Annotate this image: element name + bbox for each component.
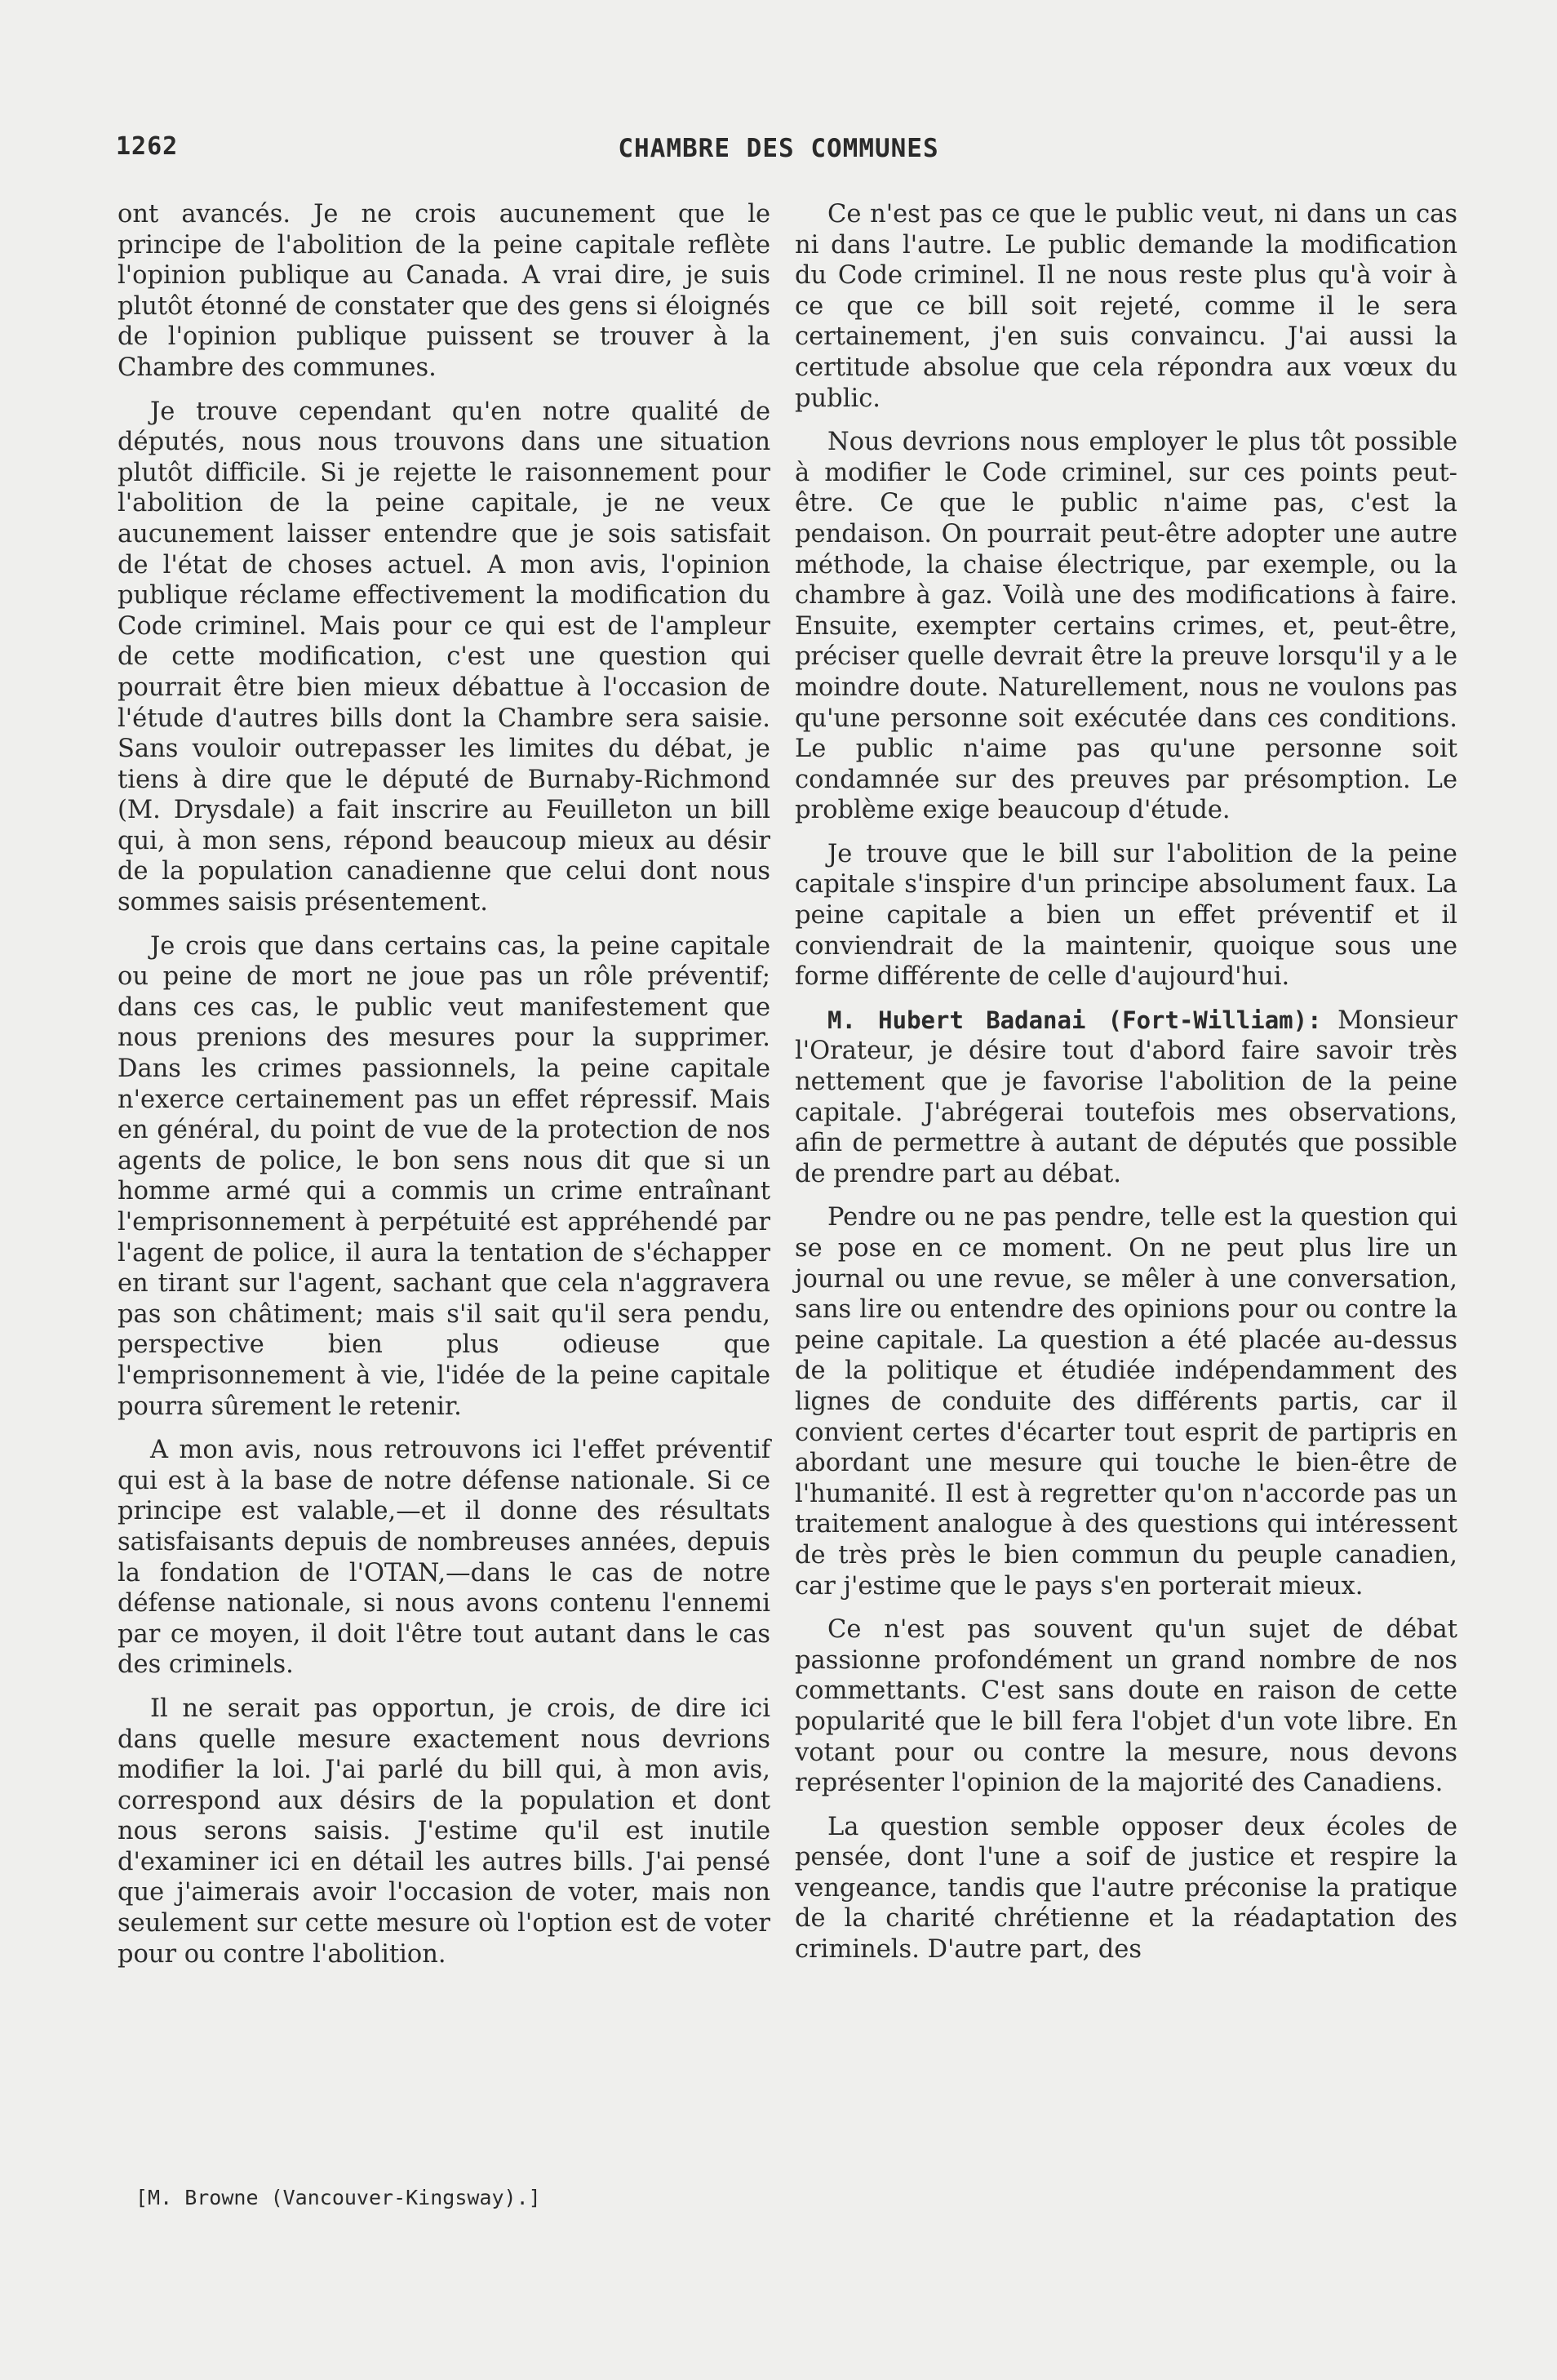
paragraph: Ce n'est pas ce que le public veut, ni dans un cas ni dans l'autre. Le public demande la modification du Code criminel. Il ne nous reste plus qu'à voir à ce que ce bill soit rejeté, comme il le sera certainement, j'en suis convaincu. J'ai aussi la certitude absolue que cela répondra aux vœux du public.: [795, 200, 1457, 413]
paragraph: Je crois que dans certains cas, la peine capitale ou peine de mort ne joue pas un rôle préventif; dans ces cas, le public veut manifestement que nous prenions des mesures pour la supprimer. Dans les crimes passionnels, la peine capitale n'exerce certainement pas un effet répressif. Mais en général, du point de vue de la protection de nos agents de police, le bon sens nous dit que si un homme armé qui a commis un crime entraînant l'emprisonnement à perpétuité est appréhendé par l'agent de police, il aura la tentation de s'échapper en tirant sur l'agent, sachant que cela n'aggravera pas son châtiment; mais s'il sait qu'il sera pendu, perspective bien plus odieuse que l'emprisonnement à vie, l'idée de la peine capitale pourra sûrement le retenir.: [118, 931, 770, 1421]
page-title: CHAMBRE DES COMMUNES: [618, 134, 939, 163]
page-header: [116, 132, 1441, 173]
speaker-name: M. Hubert Badanai (Fort-William):: [827, 1006, 1322, 1034]
paragraph: Je trouve que le bill sur l'abolition de la peine capitale s'inspire d'un principe absolument faux. La peine capitale a bien un effet préventif et il conviendrait de la maintenir, quoique sous une forme différente de celle d'aujourd'hui.: [795, 839, 1457, 992]
page-number: 1262: [116, 132, 179, 161]
paragraph: ont avancés. Je ne crois aucunement que le principe de l'abolition de la peine capitale reflète l'opinion publique au Canada. A vrai dire, je suis plutôt étonné de constater que des gens si éloignés de l'opinion publique puissent se trouver à la Chambre des communes.: [118, 200, 770, 382]
speaker-text: Monsieur l'Orateur, je désire tout d'abord faire savoir très nettement que je favorise l'abolition de la peine capitale. J'abrégerai toutefois mes observations, afin de permettre à autant de députés que possible de prendre part au débat.: [795, 1006, 1457, 1188]
speaker-footer-note: [M. Browne (Vancouver-Kingsway).]: [135, 2186, 541, 2209]
paragraph: Je trouve cependant qu'en notre qualité de députés, nous nous trouvons dans une situation plutôt difficile. Si je rejette le raisonnement pour l'abolition de la peine capitale, je ne veux aucunement laisser entendre que je sois satisfait de l'état de choses actuel. A mon avis, l'opinion publique réclame effectivement la modification du Code criminel. Mais pour ce qui est de l'ampleur de cette modification, c'est une question qui pourrait être bien mieux débattue à l'occasion de l'étude d'autres bills dont la Chambre sera saisie. Sans vouloir outrepasser les limites du débat, je tiens à dire que le député de Burnaby-Richmond (M. Drysdale) a fait inscrire au Feuilleton un bill qui, à mon sens, répond beaucoup mieux au désir de la population canadienne que celui dont nous sommes saisis présentement.: [118, 397, 770, 917]
left-column: [118, 199, 770, 1983]
paragraph: Nous devrions nous employer le plus tôt possible à modifier le Code criminel, sur ces points peut-être. Ce que le public n'aime pas, c'est la pendaison. On pourrait peut-être adopter une autre méthode, la chaise électrique, par exemple, ou la chambre à gaz. Voilà une des modifications à faire. Ensuite, exempter certains crimes, et, peut-être, préciser quelle devrait être la preuve lorsqu'il y a le moindre doute. Naturellement, nous ne voulons pas qu'une personne soit exécutée dans ces conditions. Le public n'aime pas qu'une personne soit condamnée sur des preuves par présomption. Le problème exige beaucoup d'étude.: [795, 428, 1457, 825]
paragraph: A mon avis, nous retrouvons ici l'effet préventif qui est à la base de notre défense nationale. Si ce principe est valable,—et il donne des résultats satisfaisants depuis de nombreuses années, depuis la fondation de l'OTAN,—dans le cas de notre défense nationale, si nous avons contenu l'ennemi par ce moyen, il doit l'être tout autant dans le cas des criminels.: [118, 1436, 770, 1680]
right-column: [795, 199, 1457, 1978]
speaker-paragraph: [795, 1006, 1457, 1190]
paragraph: La question semble opposer deux écoles de pensée, dont l'une a soif de justice et respire la vengeance, tandis que l'autre préconise la pratique de la charité chrétienne et la réadaptation des criminels. D'autre part, des: [795, 1812, 1457, 1965]
paragraph: Il ne serait pas opportun, je crois, de dire ici dans quelle mesure exactement nous devrions modifier la loi. J'ai parlé du bill qui, à mon avis, correspond aux désirs de la population et dont nous serons saisis. J'estime qu'il est inutile d'examiner ici en détail les autres bills. J'ai pensé que j'aimerais avoir l'occasion de voter, mais non seulement sur cette mesure où l'option est de voter pour ou contre l'abolition.: [118, 1694, 770, 1969]
paragraph: Pendre ou ne pas pendre, telle est la question qui se pose en ce moment. On ne peut plus lire un journal ou une revue, se mêler à une conversation, sans lire ou entendre des opinions pour ou contre la peine capitale. La question a été placée au-dessus de la politique et étudiée indépendamment des lignes de conduite des différents partis, car il convient certes d'écarter tout esprit de partipris en abordant une mesure qui touche le bien-être de l'humanité. Il est à regretter qu'on n'accorde pas un traitement analogue à des questions qui intéressent de très près le bien commun du peuple canadien, car j'estime que le pays s'en porterait mieux.: [795, 1203, 1457, 1601]
paragraph: Ce n'est pas souvent qu'un sujet de débat passionne profondément un grand nombre de nos commettants. C'est sans doute en raison de cette popularité que le bill fera l'objet d'un vote libre. En votant pour ou contre la mesure, nous devons représenter l'opinion de la majorité des Canadiens.: [795, 1615, 1457, 1798]
